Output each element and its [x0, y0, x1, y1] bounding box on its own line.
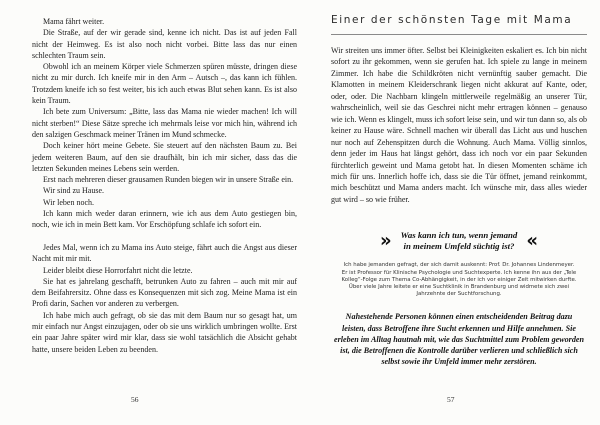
body-paragraph: Sie hat es jahrelang geschafft, betrunken Auto zu fahren – auch mit mir auf dem Beifahrersitz. Ohne dass es Konsequenzen mit sich zog. Meine Mama ist ein Profi darin, Sachen vor anderen zu verbergen.	[32, 276, 297, 309]
body-paragraph: Doch keiner hört meine Gebete. Sie steuert auf den nächsten Baum zu. Bei jedem weiteren Baum, auf den sie draufhält, bin ich mir sicher, dass das die letzten Sekunden meines Lebens sein werden.	[32, 141, 297, 173]
body-paragraph: Jedes Mal, wenn ich zu Mama ins Auto steige, fährt auch die Angst aus dieser Nacht mit mir mit.	[32, 242, 297, 264]
guillemet-close-icon: «	[526, 229, 538, 252]
body-paragraph: Wir leben noch.	[43, 197, 94, 207]
body-paragraph: Leider bleibt diese Horrorfahrt nicht die letzte.	[43, 265, 193, 275]
body-paragraph: Die Straße, auf der wir gerade sind, kenne ich nicht. Das ist auf jeden Fall nicht der Heimweg. Es ist also noch nicht vorbei. Bitte lass das nur einen schlechten Traum sein.	[32, 28, 297, 60]
right-page	[331, 14, 587, 367]
expert-note: Ich habe jemanden gefragt, der sich damit auskennt: Prof. Dr. Johannes Lindenmeyer. Er ist Professor für Klinische Psychologie und Suchtexperte. Ich kenne ihn aus der „Tele Kolleg“-Folge zum Thema Co-Abhängigkeit, in der ich vor einiger Zeit mitwirken durfte. Über viele Jahre leitete er eine Suchtklinik in Brandenburg und widmete sich zwei Jahrzehnte der Suchtforschung.	[341, 262, 577, 298]
body-paragraph: Mama fährt weiter.	[43, 17, 105, 26]
pull-quote-text	[401, 230, 518, 252]
pull-quote-line2: in meinem Umfeld süchtig ist?	[403, 241, 515, 252]
body-paragraph: Wir sind zu Hause.	[43, 186, 104, 196]
guillemet-open-icon: »	[380, 229, 392, 252]
body-paragraph: Ich bete zum Universum: „Bitte, lass das Mama nie wieder machen! Ich will nicht sterben!“ Diese Sätze spreche ich mehrmals leise vor mich hin, während ich den salzigen Geschmack meiner Tränen im Mund schmecke.	[32, 107, 297, 139]
left-page	[32, 16, 297, 355]
body-paragraph: Ich kann mich weder daran erinnern, wie ich aus dem Auto gestiegen bin, noch, wie ich in mein Bett kam. Vor Erschöpfung schlafe ich sofort ein.	[32, 209, 297, 230]
page-number-left: 56	[131, 395, 139, 404]
pull-quote	[331, 230, 587, 252]
body-paragraph: Ich habe mich auch gefragt, ob sie das mit dem Baum nur so gesagt hat, um mir einfach nur Angst einzujagen, oder ob sie uns wirklich umbringen wollte. Erst ein paar Jahre später wird mir klar, dass sie wohl tatsächlich die Absicht gehabt hatte, unsere beiden Leben zu beenden.	[32, 310, 297, 354]
body-paragraph: Erst nach mehreren dieser grausamen Runden biegen wir in unsere Straße ein.	[43, 175, 294, 185]
body-paragraph: Obwohl ich an meinem Körper viele Schmerzen spüren müsste, dringen diese nicht zu mir durch. Ich kneife mir in den Arm – Autsch –, das kann ich fühlen. Trotzdem kneife ich so fest weiter, bis ich auch etwas Blut sehen kann. Es ist also kein Traum.	[32, 62, 297, 106]
pull-quote-line1: Was kann ich tun, wenn jemand	[400, 230, 518, 241]
chapter-body-paragraph: Wir streiten uns immer öfter. Selbst bei Kleinigkeiten eskaliert es. Ich bin nicht sofort zu ihr gekommen, wenn sie gerufen hat. Ich spiele zu lange in meinem Zimmer. Ich habe die Schildkröten nicht vernünftig sauber gemacht. Die Klamotten in meinem Kleiderschrank liegen nicht akkurat auf Kante, oder, oder, oder. Die Nachbarn klingeln mittlerweile regelmäßig an unserer Tür, wahrscheinlich, weil sie das Geschrei nicht mehr ertragen können – genauso wie ich. Wenn es klingelt, muss ich sofort leise sein, und wir tun dann so, als ob keiner zu Hause wäre. Schnell machen wir überall das Licht aus und huschen nur noch auf Zehenspitzen durch die Wohnung. Auch Mama. Völlig sinnlos, denn jeder im Haus hat längst gehört, dass ich noch vor ein paar Sekunden fürchterlich geweint und Mama getobt hat. In diesen Momenten schäme ich mich für uns. Innerlich hoffe ich, dass sie die Tür öffnet, jemand reinkommt, mich beschützt und Mama anders macht. Ich wünsche mir, dass alles wieder gut wird – so wie früher.	[331, 46, 587, 204]
chapter-title: Einer der schönsten Tage mit Mama	[331, 14, 587, 35]
page-number-right: 57	[447, 395, 455, 404]
highlight-paragraph: Nahestehende Personen können einen entscheidenden Beitrag dazu leisten, dass Betroffene ihre Sucht erkennen und Hilfe annehmen. Sie erleben im Alltag hautnah mit, wie das Suchtmittel zum Problem geworden ist, die Betroffenen die Kontrolle darüber verlieren und schließlich sich selbst sowie ihr Umfeld immer mehr zerstören.	[334, 312, 584, 367]
